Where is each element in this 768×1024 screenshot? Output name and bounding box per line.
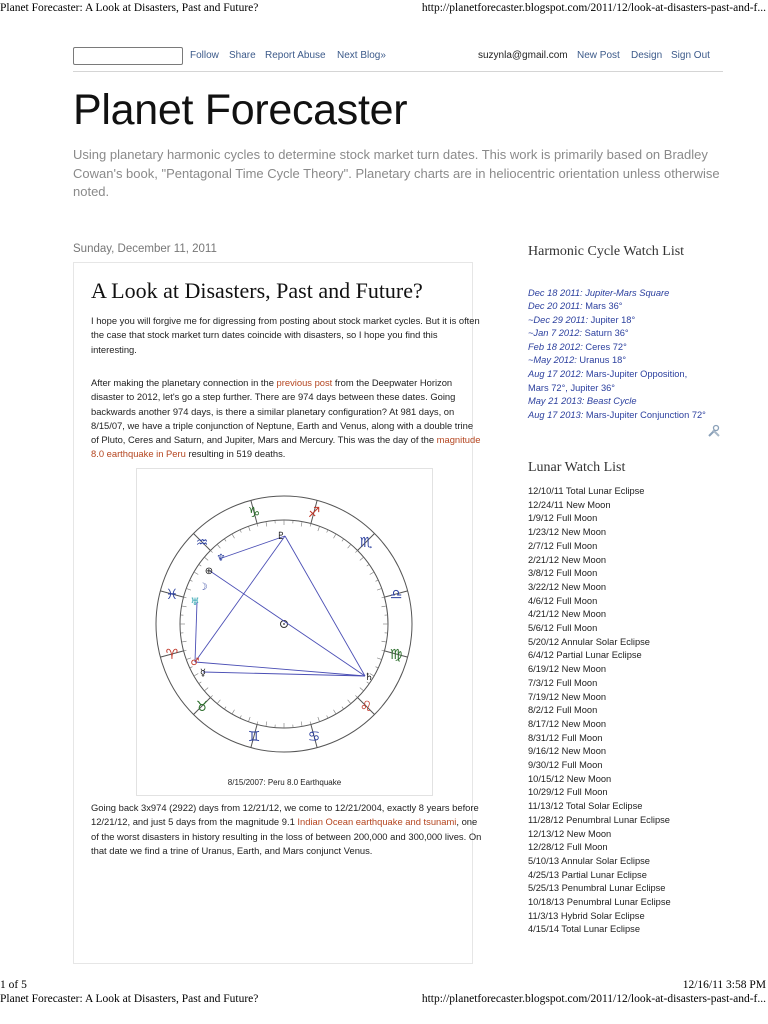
peru-earthquake-link[interactable]: magnitude 8.0 earthquake in Peru bbox=[91, 434, 481, 460]
print-footer-url: http://planetforecaster.blogspot.com/2011/12/look-at-disasters-past-and-f... bbox=[421, 993, 766, 1005]
harmonic-cycle-item[interactable] bbox=[528, 327, 708, 341]
chart-degree-tick bbox=[240, 716, 241, 719]
chart-degree-tick bbox=[182, 641, 187, 642]
cycle-item-date: ~May 2012: bbox=[528, 355, 577, 365]
planet-glyph: ♅ bbox=[190, 597, 200, 608]
lunar-watch-item: 3/8/12 Full Moon bbox=[528, 568, 598, 579]
chart-degree-tick bbox=[342, 707, 344, 709]
lunar-watch-item: 10/18/13 Penumbral Lunar Eclipse bbox=[528, 897, 671, 907]
lunar-watch-item: 1/9/12 Full Moon bbox=[528, 513, 598, 524]
harmonic-cycle-item[interactable] bbox=[528, 300, 708, 314]
lunar-watch-item: 10/29/12 Full Moon bbox=[528, 787, 608, 798]
lunar-watch-item: 5/20/12 Annular Solar Eclipse bbox=[528, 636, 650, 647]
print-header-title: Planet Forecaster: A Look at Disasters, Past and Future? bbox=[0, 2, 259, 14]
chart-degree-tick bbox=[318, 526, 320, 531]
lunar-watch-item: 11/28/12 Penumbral Lunar Eclipse bbox=[528, 814, 670, 825]
chart-degree-tick bbox=[240, 530, 241, 533]
post-paragraph-3 bbox=[91, 801, 483, 858]
navbar-search-input[interactable] bbox=[73, 47, 183, 65]
lunar-watch-item: 4/6/12 Full Moon bbox=[528, 595, 598, 606]
harmonic-cycle-item[interactable] bbox=[528, 341, 708, 355]
lunar-watch-item: 8/31/12 Full Moon bbox=[528, 732, 603, 743]
lunar-watch-item: 12/13/12 New Moon bbox=[528, 828, 612, 839]
p3-text-a: Going back 3x974 (2922) days from 12/21/12, we come to 12/21/2004, exactly 8 years before 12/21/12, and just 5 days from the magnitude 9.1 bbox=[91, 802, 479, 828]
lunar-watch-item: 10/15/12 New Moon bbox=[528, 773, 612, 784]
lunar-watch-item: 1/23/12 New Moon bbox=[528, 527, 607, 538]
chart-degree-tick bbox=[182, 606, 187, 607]
chart-degree-tick bbox=[301, 721, 302, 726]
chart-degree-tick bbox=[199, 682, 201, 684]
harmonic-cycle-item[interactable] bbox=[528, 368, 708, 395]
lunar-watch-item: 2/21/12 New Moon bbox=[528, 554, 607, 565]
report-abuse-link[interactable]: Report Abuse bbox=[265, 50, 326, 61]
design-link[interactable]: Design bbox=[631, 50, 663, 61]
p2-text-a: After making the planetary connection in the bbox=[91, 377, 277, 388]
chart-caption: 8/15/2007: Peru 8.0 Earthquake bbox=[227, 778, 342, 787]
lunar-watch-item: 7/3/12 Full Moon bbox=[528, 677, 598, 688]
zodiac-sign-glyph: ♋ bbox=[307, 729, 321, 746]
chart-degree-tick bbox=[348, 544, 351, 548]
chart-degree-tick bbox=[194, 674, 198, 677]
lunar-watch-item: 12/28/12 Full Moon bbox=[528, 842, 608, 853]
chart-degree-tick bbox=[327, 716, 328, 719]
chart-degree-tick bbox=[342, 539, 344, 541]
user-email: suzynla@gmail.com bbox=[478, 50, 568, 61]
chart-degree-tick bbox=[360, 557, 364, 560]
chart-degree-tick bbox=[355, 550, 357, 552]
cycle-item-text: Uranus 18° bbox=[576, 355, 627, 365]
chart-degree-tick bbox=[318, 717, 320, 722]
lunar-watch-item: 11/13/12 Total Solar Eclipse bbox=[528, 801, 643, 812]
chart-degree-tick bbox=[266, 721, 267, 726]
chart-degree-tick bbox=[301, 522, 302, 527]
zodiac-sign-glyph: ♐ bbox=[307, 504, 321, 521]
harmonic-cycle-item[interactable] bbox=[528, 395, 708, 409]
planet-glyph: ☿ bbox=[199, 668, 207, 679]
post-title[interactable]: A Look at Disasters, Past and Future? bbox=[91, 278, 423, 303]
share-link[interactable]: Share bbox=[229, 50, 256, 61]
chart-degree-tick bbox=[381, 641, 386, 642]
lunar-watch-item: 4/25/13 Partial Lunar Eclipse bbox=[528, 869, 647, 880]
chart-degree-tick bbox=[186, 588, 191, 590]
new-post-link[interactable]: New Post bbox=[577, 50, 620, 61]
planet-glyph: ♆ bbox=[216, 553, 226, 564]
planet-glyph: ♇ bbox=[276, 531, 286, 542]
p3-text-b: , one of the worst disasters in history resulting in the loss of between 200,000 and 300,000 lives. On that date we find a trine of Uranus, Earth, and Mars conjunct Venus. bbox=[91, 816, 482, 856]
lunar-watch-item: 6/4/12 Partial Lunar Eclipse bbox=[528, 650, 642, 661]
cycle-item-text: Mars 36° bbox=[582, 301, 623, 311]
chart-degree-tick bbox=[204, 688, 208, 691]
previous-post-link[interactable]: previous post bbox=[276, 377, 333, 388]
lunar-watch-item: 3/22/12 New Moon bbox=[528, 581, 607, 592]
zodiac-sign-glyph: ♒ bbox=[195, 534, 209, 551]
chart-degree-tick bbox=[248, 526, 250, 531]
zodiac-sign-glyph: ♈ bbox=[165, 647, 179, 664]
cycle-item-date: Dec 18 2011: bbox=[528, 288, 583, 298]
cycle-item-text: Saturn 36° bbox=[582, 328, 629, 338]
harmonic-cycle-item[interactable] bbox=[528, 354, 708, 368]
cycle-item-date: May 21 2013: bbox=[528, 396, 585, 406]
chart-degree-tick bbox=[348, 700, 351, 704]
chart-degree-tick bbox=[232, 534, 235, 538]
harmonic-cycle-item[interactable] bbox=[528, 409, 708, 423]
chart-aspect-line bbox=[219, 536, 285, 559]
chart-degree-tick bbox=[266, 522, 267, 527]
chart-degree-tick bbox=[190, 580, 193, 581]
chart-degree-tick bbox=[310, 722, 311, 725]
chart-degree-tick bbox=[360, 688, 364, 691]
cycle-item-date: Aug 17 2012: bbox=[528, 369, 584, 379]
chart-degree-tick bbox=[367, 564, 369, 566]
navbar-divider bbox=[73, 71, 723, 72]
planet-glyph: ☽ bbox=[198, 582, 208, 593]
cycle-item-date: Aug 17 2013: bbox=[528, 410, 584, 420]
chart-degree-tick bbox=[334, 534, 337, 538]
harmonic-cycle-item[interactable] bbox=[528, 287, 708, 301]
p2-text-c: resulting in 519 deaths. bbox=[185, 448, 286, 460]
planet-glyph: ♂ bbox=[190, 657, 200, 668]
chart-degree-tick bbox=[355, 695, 357, 697]
chart-degree-tick bbox=[194, 572, 198, 575]
zodiac-sign-glyph: ♊ bbox=[247, 729, 261, 746]
chart-aspect-line bbox=[195, 536, 285, 662]
chart-degree-tick bbox=[310, 524, 311, 527]
chart-degree-tick bbox=[224, 707, 226, 709]
lunar-watch-item: 2/7/12 Full Moon bbox=[528, 540, 598, 551]
sign-out-link[interactable]: Sign Out bbox=[671, 50, 710, 61]
post-date: Sunday, December 11, 2011 bbox=[73, 243, 217, 255]
chart-degree-tick bbox=[377, 658, 382, 660]
chart-center-dot bbox=[283, 623, 285, 625]
astrology-chart bbox=[137, 469, 432, 769]
chart-aspect-line bbox=[210, 571, 365, 676]
cycle-item-text: Mars-Jupiter Conjunction 72° bbox=[583, 410, 706, 420]
print-footer-datetime: 12/16/11 3:58 PM bbox=[682, 979, 766, 991]
chart-degree-tick bbox=[382, 650, 385, 651]
chart-degree-tick bbox=[204, 557, 208, 560]
cycle-item-date: ~Jan 7 2012: bbox=[528, 328, 583, 338]
astrology-chart-frame[interactable] bbox=[136, 468, 433, 796]
chart-degree-tick bbox=[217, 700, 220, 704]
lunar-watch-item: 5/6/12 Full Moon bbox=[528, 623, 598, 633]
chart-degree-tick bbox=[210, 695, 212, 697]
chart-degree-tick bbox=[382, 597, 385, 598]
cycle-item-text: Mars-Jupiter Opposition, Mars 72°, Jupiter 36° bbox=[528, 369, 688, 393]
cycle-item-date: ~Dec 29 2011: bbox=[528, 315, 589, 325]
blog-description: Using planetary harmonic cycles to determine stock market turn dates. This work is primarily based on Bradley Cowan's book, "Pentagonal Time Cycle Theory". Planetary charts are in heliocentric orientation unless otherwise noted. bbox=[73, 147, 720, 199]
post-paragraph-1: I hope you will forgive me for digressing from posting about stock market cycles. But it is often the case that stock market turn dates coincide with disasters, so I hope you find this interesting. bbox=[91, 315, 480, 355]
lunar-watch-item: 12/24/11 New Moon bbox=[528, 499, 611, 510]
chart-degree-tick bbox=[224, 539, 226, 541]
planet-glyph: ♄ bbox=[364, 672, 374, 683]
chart-degree-tick bbox=[257, 524, 258, 527]
lunar-watch-heading: Lunar Watch List bbox=[528, 460, 626, 475]
print-footer-page: 1 of 5 bbox=[0, 979, 27, 991]
lunar-watch-item: 4/15/14 Total Lunar Eclipse bbox=[528, 924, 640, 935]
zodiac-sign-glyph: ♑ bbox=[247, 504, 261, 521]
chart-degree-tick bbox=[381, 606, 386, 607]
follow-link[interactable]: Follow bbox=[190, 50, 219, 61]
lunar-watch-item: 4/21/12 New Moon bbox=[528, 609, 607, 620]
chart-degree-tick bbox=[370, 572, 374, 575]
lunar-watch-item: 11/3/13 Hybrid Solar Eclipse bbox=[528, 910, 645, 921]
lunar-watch-item: 5/25/13 Penumbral Lunar Eclipse bbox=[528, 883, 666, 894]
zodiac-sign-glyph: ♎ bbox=[389, 586, 403, 603]
chart-aspect-line bbox=[195, 602, 197, 662]
harmonic-cycle-item[interactable] bbox=[528, 314, 708, 328]
cycle-item-text: Jupiter-Mars Square bbox=[582, 288, 670, 298]
cycle-item-text: Beast Cycle bbox=[584, 396, 637, 406]
indian-ocean-tsunami-link[interactable]: Indian Ocean earthquake and tsunami bbox=[297, 816, 457, 828]
post-paragraph-2 bbox=[91, 376, 483, 462]
chart-aspect-line bbox=[285, 536, 365, 676]
chart-degree-tick bbox=[257, 722, 258, 725]
harmonic-cycle-heading: Harmonic Cycle Watch List bbox=[528, 244, 685, 259]
chart-degree-tick bbox=[232, 710, 235, 714]
cycle-item-date: Feb 18 2012: bbox=[528, 342, 583, 352]
chart-degree-tick bbox=[377, 588, 382, 590]
chart-degree-tick bbox=[248, 717, 250, 722]
p2-text-b: from the Deepwater Horizon disaster to 2012, let's go a step further. There are 974 days between these dates. Going backwards another 974 days, is there a similar planetary configuration? At 981 days, on 8/15/07, we have a triple conjunction of Neptune, Earth and Venus, along with a double trine of Pluto, Ceres and Saturn, and Jupiter, Mars and Mercury. This was the day of the bbox=[91, 377, 474, 446]
print-header-url: http://planetforecaster.blogspot.com/2011/12/look-at-disasters-past-and-f... bbox=[421, 2, 766, 14]
blog-title[interactable]: Planet Forecaster bbox=[73, 86, 408, 134]
zodiac-sign-glyph: ♉ bbox=[195, 699, 209, 716]
chart-degree-tick bbox=[199, 564, 201, 566]
cycle-item-date: Dec 20 2011: bbox=[528, 301, 583, 311]
lunar-watch-item: 12/10/11 Total Lunar Eclipse bbox=[528, 486, 645, 496]
next-blog-link[interactable]: Next Blog» bbox=[337, 50, 386, 61]
chart-degree-tick bbox=[376, 667, 379, 668]
zodiac-sign-glyph: ♍ bbox=[389, 647, 403, 664]
planet-glyph: ⊕ bbox=[204, 566, 214, 577]
chart-degree-tick bbox=[376, 580, 379, 581]
chart-degree-tick bbox=[327, 530, 328, 533]
lunar-watch-item: 9/30/12 Full Moon bbox=[528, 760, 603, 770]
lunar-watch-item: 8/17/12 New Moon bbox=[528, 718, 607, 729]
lunar-watch-item: 5/10/13 Annular Solar Eclipse bbox=[528, 855, 650, 866]
lunar-watch-item: 7/19/12 New Moon bbox=[528, 691, 607, 702]
cycle-item-text: Jupiter 18° bbox=[588, 315, 636, 325]
print-footer-title: Planet Forecaster: A Look at Disasters, Past and Future? bbox=[0, 993, 259, 1005]
chart-degree-tick bbox=[184, 597, 187, 598]
lunar-watch-item: 6/19/12 New Moon bbox=[528, 664, 607, 675]
chart-degree-tick bbox=[217, 544, 220, 548]
lunar-watch-item: 9/16/12 New Moon bbox=[528, 746, 607, 757]
chart-degree-tick bbox=[210, 550, 212, 552]
zodiac-sign-glyph: ♓ bbox=[165, 586, 179, 603]
chart-degree-tick bbox=[184, 650, 187, 651]
wrench-screwdriver-icon[interactable] bbox=[707, 424, 721, 438]
cycle-item-text: Ceres 72° bbox=[582, 342, 627, 352]
lunar-watch-item: 8/2/12 Full Moon bbox=[528, 705, 598, 716]
zodiac-sign-glyph: ♏ bbox=[359, 534, 373, 551]
chart-degree-tick bbox=[334, 710, 337, 714]
zodiac-sign-glyph: ♌ bbox=[359, 699, 373, 716]
